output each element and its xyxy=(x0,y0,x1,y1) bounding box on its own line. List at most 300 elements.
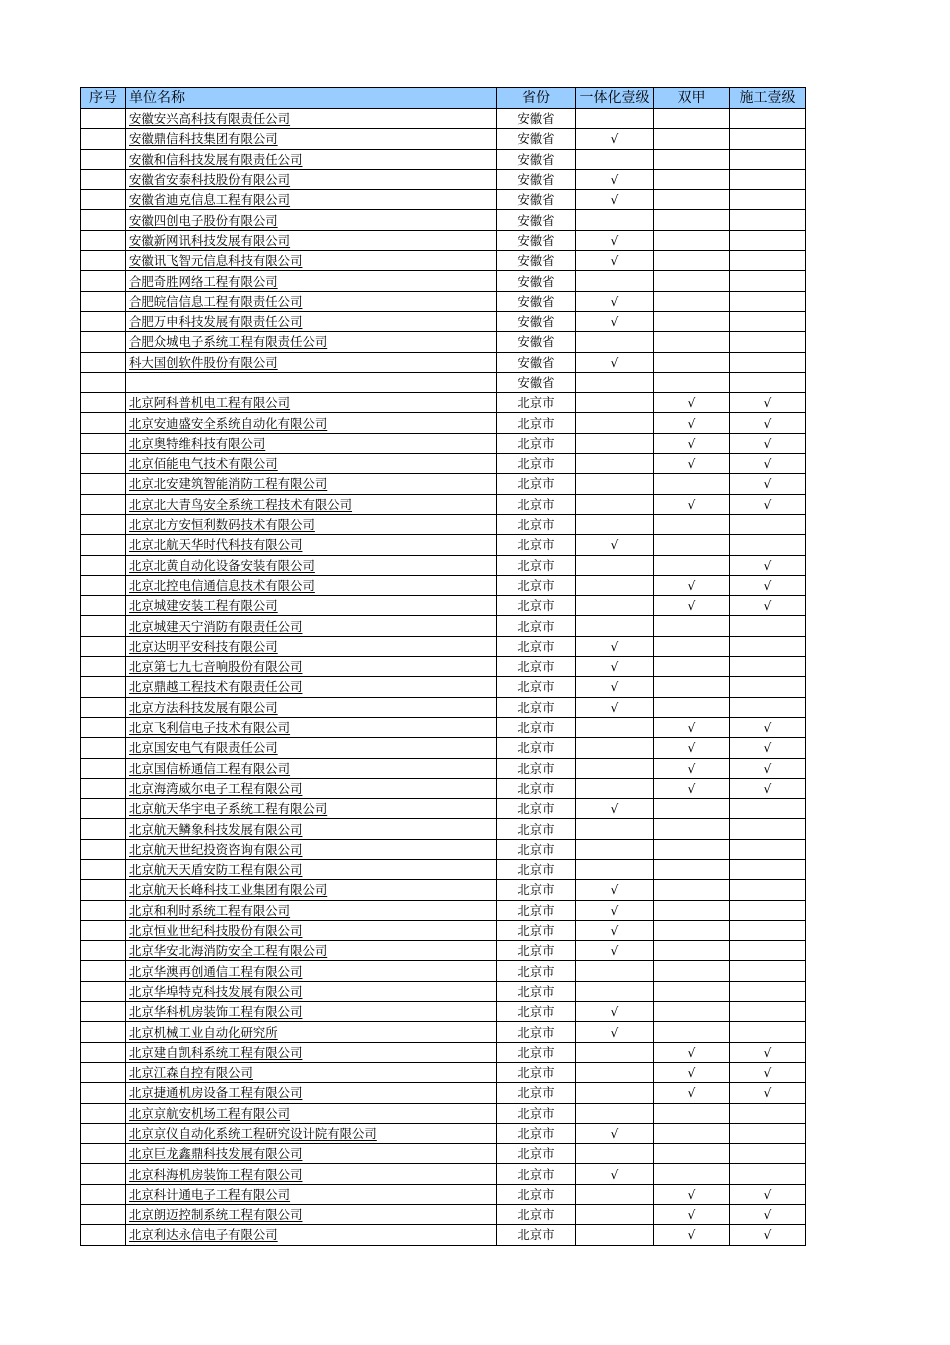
cell-province[interactable]: 北京市 xyxy=(497,1225,576,1245)
cell-yitihua[interactable] xyxy=(576,311,654,331)
cell-company-name[interactable] xyxy=(126,596,497,616)
cell-shuangjia[interactable] xyxy=(654,393,730,413)
cell-shigong[interactable] xyxy=(730,636,806,656)
cell-company-name[interactable] xyxy=(126,717,497,737)
cell-company-name[interactable] xyxy=(126,697,497,717)
cell-province[interactable]: 北京市 xyxy=(497,880,576,900)
cell-yitihua[interactable] xyxy=(576,697,654,717)
cell-index[interactable] xyxy=(81,149,126,169)
cell-shuangjia[interactable] xyxy=(654,474,730,494)
cell-province[interactable]: 北京市 xyxy=(497,535,576,555)
cell-province[interactable]: 北京市 xyxy=(497,1002,576,1022)
cell-shigong[interactable] xyxy=(730,1205,806,1225)
cell-index[interactable] xyxy=(81,575,126,595)
cell-shigong[interactable] xyxy=(730,657,806,677)
cell-yitihua[interactable] xyxy=(576,758,654,778)
cell-index[interactable] xyxy=(81,514,126,534)
cell-yitihua[interactable] xyxy=(576,575,654,595)
cell-yitihua[interactable] xyxy=(576,981,654,1001)
cell-province[interactable]: 北京市 xyxy=(497,900,576,920)
cell-shigong[interactable] xyxy=(730,920,806,940)
cell-shigong[interactable] xyxy=(730,555,806,575)
cell-shigong[interactable] xyxy=(730,1002,806,1022)
cell-province[interactable]: 北京市 xyxy=(497,697,576,717)
cell-shuangjia[interactable] xyxy=(654,413,730,433)
cell-province[interactable]: 北京市 xyxy=(497,941,576,961)
cell-province[interactable]: 北京市 xyxy=(497,961,576,981)
cell-shuangjia[interactable] xyxy=(654,1103,730,1123)
cell-company-name[interactable] xyxy=(126,169,497,189)
header-shigong[interactable]: 施工壹级 xyxy=(730,88,806,109)
cell-yitihua[interactable] xyxy=(576,900,654,920)
cell-province[interactable]: 北京市 xyxy=(497,1083,576,1103)
cell-shigong[interactable] xyxy=(730,311,806,331)
cell-company-name[interactable] xyxy=(126,657,497,677)
cell-company-name[interactable] xyxy=(126,819,497,839)
cell-company-name[interactable] xyxy=(126,799,497,819)
cell-province[interactable]: 北京市 xyxy=(497,474,576,494)
cell-shuangjia[interactable] xyxy=(654,555,730,575)
cell-shuangjia[interactable] xyxy=(654,1083,730,1103)
cell-index[interactable] xyxy=(81,169,126,189)
cell-shuangjia[interactable] xyxy=(654,920,730,940)
cell-yitihua[interactable] xyxy=(576,1022,654,1042)
cell-shuangjia[interactable] xyxy=(654,636,730,656)
cell-yitihua[interactable] xyxy=(576,819,654,839)
cell-company-name[interactable] xyxy=(126,1184,497,1204)
cell-yitihua[interactable] xyxy=(576,839,654,859)
cell-company-name[interactable] xyxy=(126,1002,497,1022)
cell-province[interactable]: 北京市 xyxy=(497,1103,576,1123)
cell-company-name[interactable] xyxy=(126,555,497,575)
cell-shuangjia[interactable] xyxy=(654,981,730,1001)
cell-index[interactable] xyxy=(81,636,126,656)
cell-company-name[interactable] xyxy=(126,251,497,271)
cell-shuangjia[interactable] xyxy=(654,494,730,514)
cell-company-name[interactable] xyxy=(126,352,497,372)
cell-province[interactable]: 北京市 xyxy=(497,799,576,819)
cell-shigong[interactable] xyxy=(730,677,806,697)
cell-shigong[interactable] xyxy=(730,494,806,514)
cell-shuangjia[interactable] xyxy=(654,1123,730,1143)
cell-shuangjia[interactable] xyxy=(654,1062,730,1082)
cell-province[interactable]: 北京市 xyxy=(497,555,576,575)
cell-shuangjia[interactable] xyxy=(654,697,730,717)
cell-yitihua[interactable] xyxy=(576,1164,654,1184)
cell-shigong[interactable] xyxy=(730,1184,806,1204)
cell-index[interactable] xyxy=(81,413,126,433)
cell-company-name[interactable] xyxy=(126,1083,497,1103)
cell-company-name[interactable] xyxy=(126,291,497,311)
cell-province[interactable]: 北京市 xyxy=(497,514,576,534)
cell-company-name[interactable] xyxy=(126,1022,497,1042)
cell-yitihua[interactable] xyxy=(576,454,654,474)
cell-company-name[interactable] xyxy=(126,454,497,474)
cell-company-name[interactable] xyxy=(126,677,497,697)
cell-index[interactable] xyxy=(81,129,126,149)
cell-shuangjia[interactable] xyxy=(654,880,730,900)
cell-province[interactable]: 北京市 xyxy=(497,1144,576,1164)
cell-shigong[interactable] xyxy=(730,1062,806,1082)
cell-yitihua[interactable] xyxy=(576,210,654,230)
cell-shigong[interactable] xyxy=(730,433,806,453)
cell-yitihua[interactable] xyxy=(576,291,654,311)
cell-province[interactable]: 北京市 xyxy=(497,433,576,453)
cell-index[interactable] xyxy=(81,839,126,859)
cell-province[interactable]: 安徽省 xyxy=(497,149,576,169)
cell-province[interactable]: 北京市 xyxy=(497,738,576,758)
cell-province[interactable]: 安徽省 xyxy=(497,291,576,311)
cell-company-name[interactable] xyxy=(126,738,497,758)
cell-index[interactable] xyxy=(81,433,126,453)
cell-index[interactable] xyxy=(81,657,126,677)
cell-shigong[interactable] xyxy=(730,839,806,859)
cell-yitihua[interactable] xyxy=(576,920,654,940)
cell-company-name[interactable] xyxy=(126,575,497,595)
cell-yitihua[interactable] xyxy=(576,636,654,656)
cell-company-name[interactable] xyxy=(126,190,497,210)
cell-shigong[interactable] xyxy=(730,291,806,311)
cell-province[interactable]: 北京市 xyxy=(497,596,576,616)
cell-yitihua[interactable] xyxy=(576,514,654,534)
cell-shuangjia[interactable] xyxy=(654,1225,730,1245)
cell-index[interactable] xyxy=(81,352,126,372)
cell-index[interactable] xyxy=(81,1103,126,1123)
cell-province[interactable]: 北京市 xyxy=(497,636,576,656)
cell-shigong[interactable] xyxy=(730,961,806,981)
cell-shuangjia[interactable] xyxy=(654,271,730,291)
cell-index[interactable] xyxy=(81,981,126,1001)
cell-shuangjia[interactable] xyxy=(654,535,730,555)
cell-shigong[interactable] xyxy=(730,859,806,879)
cell-index[interactable] xyxy=(81,1164,126,1184)
cell-index[interactable] xyxy=(81,1123,126,1143)
header-province[interactable]: 省份 xyxy=(497,88,576,109)
cell-shuangjia[interactable] xyxy=(654,738,730,758)
cell-index[interactable] xyxy=(81,880,126,900)
cell-shigong[interactable] xyxy=(730,190,806,210)
cell-shigong[interactable] xyxy=(730,738,806,758)
cell-shigong[interactable] xyxy=(730,596,806,616)
cell-company-name[interactable] xyxy=(126,880,497,900)
cell-province[interactable]: 北京市 xyxy=(497,1022,576,1042)
cell-company-name[interactable] xyxy=(126,778,497,798)
cell-company-name[interactable] xyxy=(126,494,497,514)
cell-company-name[interactable] xyxy=(126,149,497,169)
cell-shigong[interactable] xyxy=(730,880,806,900)
cell-yitihua[interactable] xyxy=(576,555,654,575)
cell-index[interactable] xyxy=(81,109,126,129)
cell-index[interactable] xyxy=(81,494,126,514)
cell-shigong[interactable] xyxy=(730,1022,806,1042)
cell-shigong[interactable] xyxy=(730,393,806,413)
cell-index[interactable] xyxy=(81,332,126,352)
cell-shigong[interactable] xyxy=(730,129,806,149)
cell-company-name[interactable] xyxy=(126,1225,497,1245)
cell-index[interactable] xyxy=(81,291,126,311)
cell-province[interactable]: 安徽省 xyxy=(497,230,576,250)
cell-yitihua[interactable] xyxy=(576,1144,654,1164)
cell-shuangjia[interactable] xyxy=(654,819,730,839)
cell-index[interactable] xyxy=(81,596,126,616)
cell-company-name[interactable] xyxy=(126,1205,497,1225)
cell-shigong[interactable] xyxy=(730,697,806,717)
cell-shuangjia[interactable] xyxy=(654,109,730,129)
cell-shigong[interactable] xyxy=(730,799,806,819)
cell-company-name[interactable] xyxy=(126,372,497,392)
cell-province[interactable]: 北京市 xyxy=(497,778,576,798)
cell-shigong[interactable] xyxy=(730,1123,806,1143)
cell-province[interactable]: 北京市 xyxy=(497,413,576,433)
cell-shuangjia[interactable] xyxy=(654,657,730,677)
cell-province[interactable]: 安徽省 xyxy=(497,251,576,271)
cell-province[interactable]: 安徽省 xyxy=(497,129,576,149)
cell-company-name[interactable] xyxy=(126,1062,497,1082)
cell-shuangjia[interactable] xyxy=(654,1205,730,1225)
cell-province[interactable]: 北京市 xyxy=(497,717,576,737)
cell-shuangjia[interactable] xyxy=(654,311,730,331)
cell-shigong[interactable] xyxy=(730,1042,806,1062)
cell-shuangjia[interactable] xyxy=(654,596,730,616)
cell-yitihua[interactable] xyxy=(576,961,654,981)
cell-company-name[interactable] xyxy=(126,839,497,859)
cell-yitihua[interactable] xyxy=(576,149,654,169)
cell-index[interactable] xyxy=(81,941,126,961)
cell-shuangjia[interactable] xyxy=(654,352,730,372)
cell-shuangjia[interactable] xyxy=(654,1022,730,1042)
cell-shigong[interactable] xyxy=(730,413,806,433)
cell-yitihua[interactable] xyxy=(576,616,654,636)
cell-shigong[interactable] xyxy=(730,717,806,737)
cell-company-name[interactable] xyxy=(126,1042,497,1062)
cell-yitihua[interactable] xyxy=(576,1103,654,1123)
cell-yitihua[interactable] xyxy=(576,271,654,291)
cell-shigong[interactable] xyxy=(730,535,806,555)
cell-yitihua[interactable] xyxy=(576,1123,654,1143)
cell-index[interactable] xyxy=(81,454,126,474)
cell-company-name[interactable] xyxy=(126,271,497,291)
cell-index[interactable] xyxy=(81,1184,126,1204)
cell-company-name[interactable] xyxy=(126,433,497,453)
cell-yitihua[interactable] xyxy=(576,251,654,271)
cell-province[interactable]: 安徽省 xyxy=(497,210,576,230)
cell-shigong[interactable] xyxy=(730,1083,806,1103)
cell-shuangjia[interactable] xyxy=(654,190,730,210)
header-yitihua[interactable]: 一体化壹级 xyxy=(576,88,654,109)
cell-company-name[interactable] xyxy=(126,109,497,129)
cell-province[interactable]: 北京市 xyxy=(497,1184,576,1204)
cell-shigong[interactable] xyxy=(730,109,806,129)
cell-shigong[interactable] xyxy=(730,271,806,291)
cell-index[interactable] xyxy=(81,616,126,636)
cell-province[interactable]: 北京市 xyxy=(497,1042,576,1062)
cell-shuangjia[interactable] xyxy=(654,1144,730,1164)
cell-yitihua[interactable] xyxy=(576,230,654,250)
cell-shigong[interactable] xyxy=(730,251,806,271)
cell-index[interactable] xyxy=(81,920,126,940)
cell-shigong[interactable] xyxy=(730,1225,806,1245)
cell-province[interactable]: 北京市 xyxy=(497,1205,576,1225)
cell-company-name[interactable] xyxy=(126,961,497,981)
cell-index[interactable] xyxy=(81,1002,126,1022)
cell-shigong[interactable] xyxy=(730,900,806,920)
cell-shuangjia[interactable] xyxy=(654,677,730,697)
cell-shuangjia[interactable] xyxy=(654,616,730,636)
cell-yitihua[interactable] xyxy=(576,880,654,900)
cell-index[interactable] xyxy=(81,393,126,413)
cell-province[interactable]: 北京市 xyxy=(497,575,576,595)
cell-company-name[interactable] xyxy=(126,981,497,1001)
cell-company-name[interactable] xyxy=(126,920,497,940)
cell-index[interactable] xyxy=(81,311,126,331)
cell-yitihua[interactable] xyxy=(576,738,654,758)
cell-shuangjia[interactable] xyxy=(654,1184,730,1204)
cell-yitihua[interactable] xyxy=(576,799,654,819)
cell-company-name[interactable] xyxy=(126,230,497,250)
cell-shigong[interactable] xyxy=(730,169,806,189)
cell-index[interactable] xyxy=(81,758,126,778)
cell-index[interactable] xyxy=(81,230,126,250)
cell-company-name[interactable] xyxy=(126,1123,497,1143)
cell-yitihua[interactable] xyxy=(576,677,654,697)
cell-yitihua[interactable] xyxy=(576,1062,654,1082)
cell-province[interactable]: 北京市 xyxy=(497,839,576,859)
cell-shuangjia[interactable] xyxy=(654,859,730,879)
cell-shuangjia[interactable] xyxy=(654,575,730,595)
cell-shuangjia[interactable] xyxy=(654,839,730,859)
cell-yitihua[interactable] xyxy=(576,474,654,494)
cell-shuangjia[interactable] xyxy=(654,291,730,311)
cell-yitihua[interactable] xyxy=(576,129,654,149)
cell-company-name[interactable] xyxy=(126,535,497,555)
cell-yitihua[interactable] xyxy=(576,494,654,514)
cell-province[interactable]: 北京市 xyxy=(497,1062,576,1082)
cell-company-name[interactable] xyxy=(126,474,497,494)
cell-shigong[interactable] xyxy=(730,149,806,169)
cell-shuangjia[interactable] xyxy=(654,230,730,250)
cell-province[interactable]: 安徽省 xyxy=(497,311,576,331)
cell-index[interactable] xyxy=(81,900,126,920)
cell-yitihua[interactable] xyxy=(576,717,654,737)
cell-index[interactable] xyxy=(81,1225,126,1245)
cell-yitihua[interactable] xyxy=(576,1225,654,1245)
cell-province[interactable]: 安徽省 xyxy=(497,372,576,392)
cell-province[interactable]: 北京市 xyxy=(497,657,576,677)
cell-province[interactable]: 北京市 xyxy=(497,494,576,514)
cell-shigong[interactable] xyxy=(730,514,806,534)
cell-yitihua[interactable] xyxy=(576,413,654,433)
cell-shuangjia[interactable] xyxy=(654,129,730,149)
cell-province[interactable]: 北京市 xyxy=(497,677,576,697)
cell-index[interactable] xyxy=(81,1022,126,1042)
cell-index[interactable] xyxy=(81,738,126,758)
cell-index[interactable] xyxy=(81,778,126,798)
cell-company-name[interactable] xyxy=(126,1164,497,1184)
cell-company-name[interactable] xyxy=(126,332,497,352)
cell-shigong[interactable] xyxy=(730,819,806,839)
cell-index[interactable] xyxy=(81,697,126,717)
cell-shigong[interactable] xyxy=(730,474,806,494)
cell-province[interactable]: 安徽省 xyxy=(497,169,576,189)
cell-index[interactable] xyxy=(81,859,126,879)
cell-index[interactable] xyxy=(81,717,126,737)
cell-yitihua[interactable] xyxy=(576,332,654,352)
cell-shuangjia[interactable] xyxy=(654,372,730,392)
cell-shigong[interactable] xyxy=(730,454,806,474)
cell-shuangjia[interactable] xyxy=(654,433,730,453)
cell-province[interactable]: 安徽省 xyxy=(497,190,576,210)
cell-index[interactable] xyxy=(81,1205,126,1225)
cell-index[interactable] xyxy=(81,799,126,819)
cell-index[interactable] xyxy=(81,474,126,494)
cell-shigong[interactable] xyxy=(730,941,806,961)
cell-shigong[interactable] xyxy=(730,981,806,1001)
cell-province[interactable]: 北京市 xyxy=(497,1123,576,1143)
cell-company-name[interactable] xyxy=(126,129,497,149)
cell-index[interactable] xyxy=(81,555,126,575)
header-company-name[interactable]: 单位名称 xyxy=(126,88,497,109)
cell-yitihua[interactable] xyxy=(576,1083,654,1103)
cell-company-name[interactable] xyxy=(126,514,497,534)
cell-company-name[interactable] xyxy=(126,1144,497,1164)
cell-province[interactable]: 安徽省 xyxy=(497,271,576,291)
cell-yitihua[interactable] xyxy=(576,596,654,616)
cell-shuangjia[interactable] xyxy=(654,169,730,189)
cell-shigong[interactable] xyxy=(730,1103,806,1123)
cell-index[interactable] xyxy=(81,1062,126,1082)
cell-province[interactable]: 北京市 xyxy=(497,981,576,1001)
cell-shuangjia[interactable] xyxy=(654,799,730,819)
cell-index[interactable] xyxy=(81,1144,126,1164)
cell-index[interactable] xyxy=(81,1042,126,1062)
cell-index[interactable] xyxy=(81,961,126,981)
cell-company-name[interactable] xyxy=(126,941,497,961)
header-index[interactable]: 序号 xyxy=(81,88,126,109)
cell-shuangjia[interactable] xyxy=(654,1002,730,1022)
cell-yitihua[interactable] xyxy=(576,859,654,879)
cell-shuangjia[interactable] xyxy=(654,210,730,230)
cell-province[interactable]: 安徽省 xyxy=(497,332,576,352)
cell-company-name[interactable] xyxy=(126,859,497,879)
cell-index[interactable] xyxy=(81,210,126,230)
cell-index[interactable] xyxy=(81,251,126,271)
cell-shigong[interactable] xyxy=(730,230,806,250)
cell-shigong[interactable] xyxy=(730,1144,806,1164)
cell-company-name[interactable] xyxy=(126,636,497,656)
cell-shuangjia[interactable] xyxy=(654,717,730,737)
cell-shigong[interactable] xyxy=(730,1164,806,1184)
cell-index[interactable] xyxy=(81,190,126,210)
cell-company-name[interactable] xyxy=(126,210,497,230)
cell-company-name[interactable] xyxy=(126,393,497,413)
cell-province[interactable]: 北京市 xyxy=(497,393,576,413)
cell-yitihua[interactable] xyxy=(576,433,654,453)
cell-province[interactable]: 北京市 xyxy=(497,758,576,778)
cell-shuangjia[interactable] xyxy=(654,961,730,981)
cell-shuangjia[interactable] xyxy=(654,514,730,534)
cell-province[interactable]: 北京市 xyxy=(497,454,576,474)
cell-yitihua[interactable] xyxy=(576,190,654,210)
cell-shuangjia[interactable] xyxy=(654,1042,730,1062)
cell-shigong[interactable] xyxy=(730,372,806,392)
cell-shuangjia[interactable] xyxy=(654,941,730,961)
cell-shigong[interactable] xyxy=(730,778,806,798)
cell-yitihua[interactable] xyxy=(576,1184,654,1204)
cell-province[interactable]: 北京市 xyxy=(497,859,576,879)
cell-index[interactable] xyxy=(81,271,126,291)
cell-shuangjia[interactable] xyxy=(654,454,730,474)
cell-province[interactable]: 北京市 xyxy=(497,819,576,839)
